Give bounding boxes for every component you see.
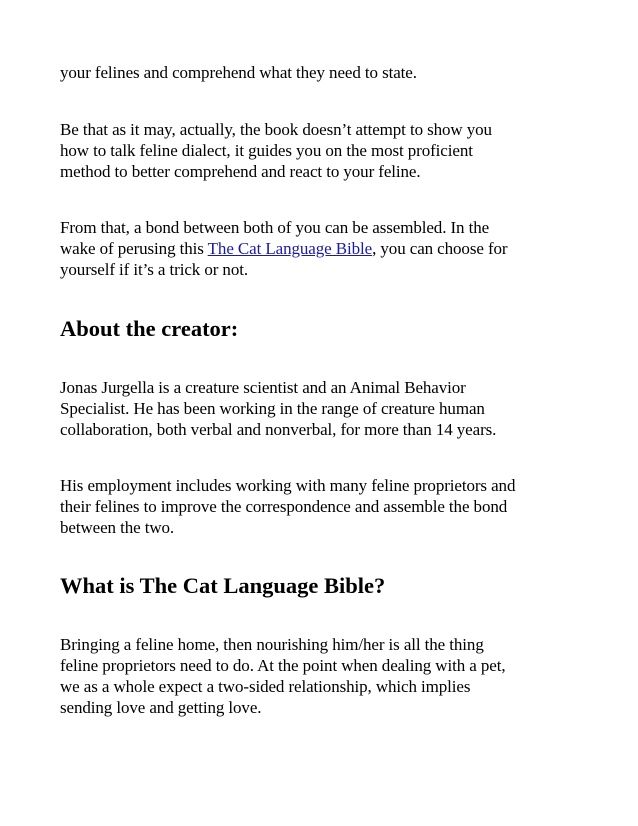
text-line: your felines and comprehend what they need to state. bbox=[60, 63, 417, 82]
text-line: yourself if it’s a trick or not. bbox=[60, 260, 249, 279]
text-line: From that, a bond between both of you can be assembled. In the bbox=[60, 218, 490, 237]
text-line: Jonas Jurgella is a creature scientist and an Animal Behavior bbox=[60, 378, 466, 397]
text-line: we as a whole expect a two-sided relationship, which implies bbox=[60, 677, 471, 696]
paragraph-creator-work bbox=[60, 475, 590, 538]
text-line: their felines to improve the correspondence and assemble the bond bbox=[60, 497, 508, 516]
text-line: His employment includes working with many feline proprietors and bbox=[60, 476, 516, 495]
text-line: how to talk feline dialect, it guides you on the most proficient bbox=[60, 141, 473, 160]
text-line: between the two. bbox=[60, 518, 175, 537]
text-line: collaboration, both verbal and nonverbal, for more than 14 years. bbox=[60, 420, 497, 439]
book-title-link[interactable]: The Cat Language Bible bbox=[207, 239, 373, 258]
text-line: Be that as it may, actually, the book doesn’t attempt to show you bbox=[60, 120, 492, 139]
paragraph-book-purpose bbox=[60, 119, 590, 182]
heading-about-creator: About the creator: bbox=[60, 316, 239, 341]
text-segment: wake of perusing this bbox=[60, 239, 208, 258]
heading-what-is-book: What is The Cat Language Bible? bbox=[60, 573, 386, 598]
text-line: feline proprietors need to do. At the point when dealing with a pet, bbox=[60, 656, 506, 675]
text-segment: , you can choose for bbox=[372, 239, 508, 258]
text-line bbox=[60, 238, 590, 259]
text-line: Specialist. He has been working in the range of creature human bbox=[60, 399, 485, 418]
paragraph-creator-bio bbox=[60, 377, 590, 440]
paragraph-bringing-home bbox=[60, 634, 590, 718]
paragraph-intro-tail bbox=[60, 62, 590, 83]
text-line: method to better comprehend and react to your feline. bbox=[60, 162, 421, 181]
paragraph-bond bbox=[60, 217, 590, 280]
text-line: sending love and getting love. bbox=[60, 698, 262, 717]
text-line: Bringing a feline home, then nourishing him/her is all the thing bbox=[60, 635, 484, 654]
